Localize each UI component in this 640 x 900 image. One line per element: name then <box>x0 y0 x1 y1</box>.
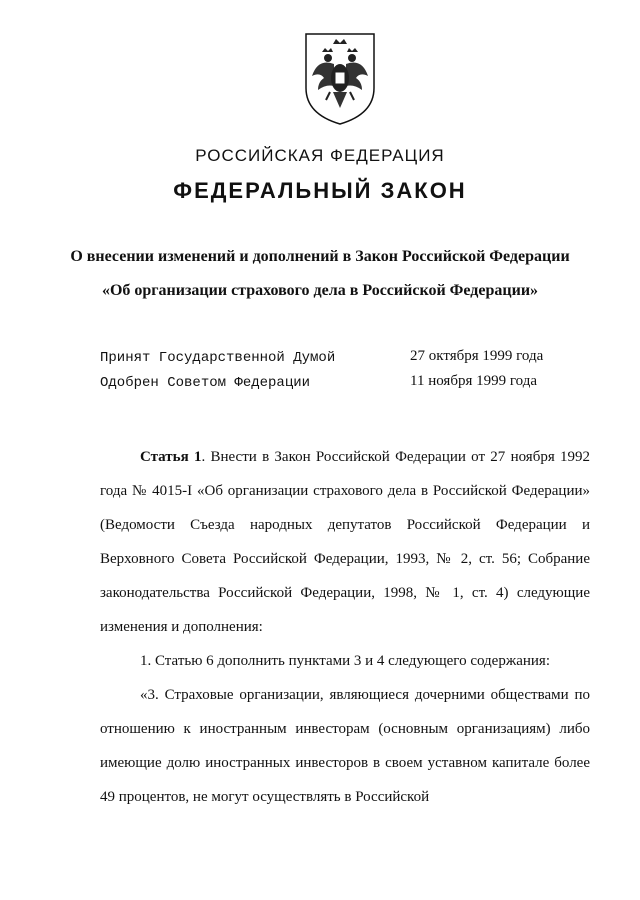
adoption-date-duma: 27 октября 1999 года <box>410 348 544 364</box>
law-title-line-2: «Об организации страхового дела в Российской Федерации» <box>101 282 539 299</box>
article-intro: . Внести в Закон Российской Федерации от 27 ноября 1992 года № 4015-I «Об организации страхового дела в Российской Федерации» (Ведомости Съезда народных депутатов Российской Федерации и Верховного Совета Российской Федерации, 1993, № 2, ст. 56; Собрание законодательства Российской Федерации, 1998, № 1, ст. 4) следующие изменения и дополнения: <box>100 449 591 635</box>
adoption-label-duma: Принят Государственной Думой <box>100 350 336 366</box>
law-title-line-1: О внесении изменений и дополнений в Закон Российской Федерации <box>70 248 570 265</box>
article-label: Статья 1 <box>140 449 202 465</box>
article-body <box>100 440 590 814</box>
document-type: ФЕДЕРАЛЬНЫЙ ЗАКОН <box>173 178 467 203</box>
article-item-1: 1. Статью 6 дополнить пунктами 3 и 4 следующего содержания: <box>140 653 550 669</box>
adoption-date-council: 11 ноября 1999 года <box>410 373 538 389</box>
country-name: РОССИЙСКАЯ ФЕДЕРАЦИЯ <box>195 146 445 165</box>
article-quote: «3. Страховые организации, являющиеся дочерними обществами по отношению к иностранным инвесторам (основным организациям) либо имеющие долю иностранных инвесторов в своем уставном капитале более 49 процентов, не могут осуществлять в Российской <box>100 687 590 805</box>
adoption-label-council: Одобрен Советом Федерации <box>100 375 311 391</box>
article-1-paragraph <box>100 440 590 644</box>
double-headed-eagle-icon <box>300 30 380 126</box>
